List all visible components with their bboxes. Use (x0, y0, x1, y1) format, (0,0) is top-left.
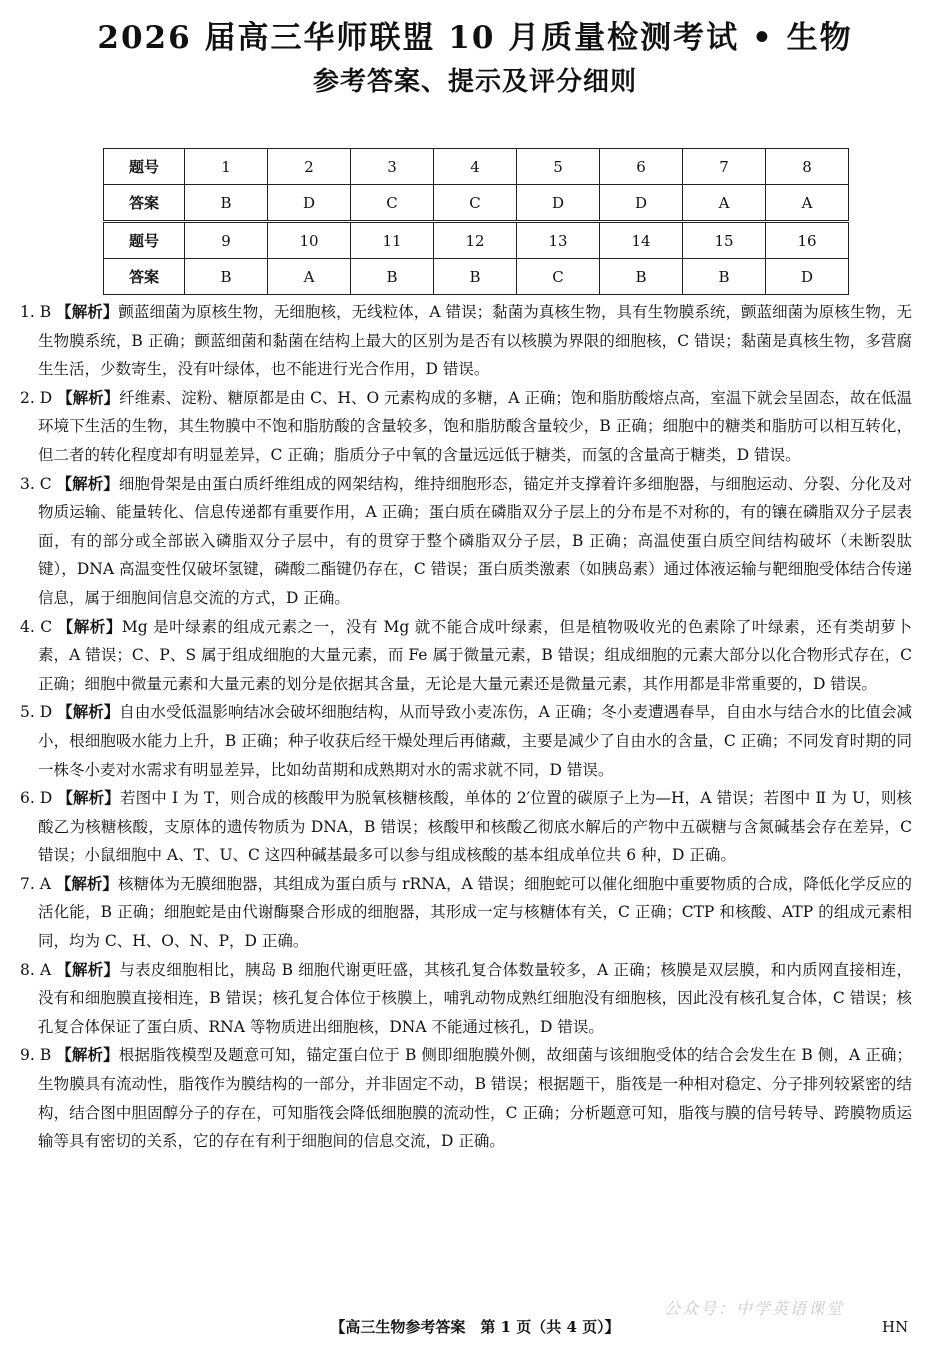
answer-cell: D (766, 259, 849, 295)
explanation-text: 核糖体为无膜细胞器，其组成为蛋白质与 rRNA，A 错误；细胞蛇可以催化细胞中重要物质的合成，降低化学反应的活化能，B 正确；细胞蛇是由代谢酶聚合形成的细胞器，其形成一定与核糖体有关，C 正确；CTP 和核酸、ATP 的组成元素相同，均为 C、H、O、N、P，D 正确。 (38, 874, 912, 951)
analysis-tag: 【解析】 (57, 617, 122, 636)
question-number-cell: 8 (766, 149, 849, 185)
question-answer-head: 3. C (20, 474, 52, 493)
question-number-cell: 2 (268, 149, 351, 185)
question-number-cell: 11 (351, 222, 434, 259)
question-number-cell: 14 (600, 222, 683, 259)
region-code: HN (882, 1318, 909, 1336)
row-label-answer: 答案 (104, 259, 185, 295)
explanation-item (20, 870, 912, 956)
answer-cell: C (351, 185, 434, 222)
question-number-row (104, 149, 849, 185)
page-title: 2026 届高三华师联盟 10 月质量检测考试 • 生物 (97, 20, 853, 56)
explanation-item (20, 784, 912, 870)
row-label-answer: 答案 (104, 185, 185, 222)
answer-cell: D (600, 185, 683, 222)
question-answer-head: 5. D (20, 703, 53, 722)
question-number-cell: 13 (517, 222, 600, 259)
analysis-tag: 【解析】 (57, 789, 120, 808)
question-number-cell: 6 (600, 149, 683, 185)
question-number-cell: 3 (351, 149, 434, 185)
question-answer-head: 4. C (20, 617, 53, 636)
explanation-item (20, 613, 912, 699)
page-footer: 【高三生物参考答案 第 1 页（共 4 页）】 (330, 1318, 620, 1336)
question-number-cell: 10 (268, 222, 351, 259)
question-number-cell: 1 (185, 149, 268, 185)
explanation-text: 根据脂筏模型及题意可知，锚定蛋白位于 B 侧即细胞膜外侧，故细菌与该细胞受体的结合会发生在 B 侧，A 正确；生物膜具有流动性，脂筏作为膜结构的一部分，并非固定不动，B 错误；根据题干，脂筏是一种相对稳定、分子排列较紧密的结构，结合图中胆固醇分子的存在，可知脂筏会降低细胞膜的流动性，C 正确；分析题意可知，脂筏与膜的信号转导、跨膜物质运输等具有密切的关系，它的存在有利于细胞间的信息交流，D 正确。 (38, 1046, 912, 1151)
explanation-text: 颤蓝细菌为原核生物，无细胞核，无线粒体，A 错误；黏菌为真核生物，具有生物膜系统，颤蓝细菌为原核生物，无生物膜系统，B 正确；颤蓝细菌和黏菌在结构上最大的区别为是否有以核膜为界限的细胞核，C 错误；黏菌是真核生物，多营腐生生活，少数寄生，没有叶绿体，也不能进行光合作用，D 错误。 (38, 303, 912, 379)
explanation-item (20, 956, 912, 1042)
analysis-tag: 【解析】 (56, 474, 119, 493)
answer-cell: A (766, 185, 849, 222)
explanation-item (20, 1041, 912, 1155)
answer-cell: B (434, 259, 517, 295)
question-answer-head: 2. D (20, 388, 53, 407)
explanations (20, 298, 912, 1156)
question-number-cell: 12 (434, 222, 517, 259)
question-number-cell: 16 (766, 222, 849, 259)
answer-cell: A (683, 185, 766, 222)
question-number-cell: 15 (683, 222, 766, 259)
question-number-cell: 5 (517, 149, 600, 185)
answer-cell: B (683, 259, 766, 295)
answer-table (103, 148, 849, 295)
explanation-text: 自由水受低温影响结冰会破坏细胞结构，从而导致小麦冻伤，A 正确；冬小麦遭遇春旱，自由水与结合水的比值会减小，根细胞吸水能力上升，B 正确；种子收获后经干燥处理后再储藏，主要是减少了自由水的含量，C 正确；不同发育时期的同一株冬小麦对水需求有明显差异，比如幼苗期和成熟期对水的需求就不同，D 错误。 (38, 703, 912, 779)
answer-cell: B (600, 259, 683, 295)
answer-cell: B (185, 259, 268, 295)
explanation-item (20, 384, 912, 470)
question-answer-head: 7. A (20, 874, 51, 893)
question-number-cell: 9 (185, 222, 268, 259)
question-number-cell: 4 (434, 149, 517, 185)
answer-cell: B (351, 259, 434, 295)
row-label-question: 题号 (104, 149, 185, 185)
explanation-text: 纤维素、淀粉、糖原都是由 C、H、O 元素构成的多糖，A 正确；饱和脂肪酸熔点高，室温下就会呈固态，故在低温环境下生活的生物，其生物膜中不饱和脂肪酸的含量较多，饱和脂肪酸含量较少，B 正确；细胞中的糖类和脂肪可以相互转化，但二者的转化程度却有明显差异，C 正确；脂质分子中氧的含量远远低于糖类，而氢的含量高于糖类，D 错误。 (38, 388, 912, 464)
question-answer-head: 9. B (20, 1046, 52, 1065)
answer-row (104, 185, 849, 222)
answer-cell: D (268, 185, 351, 222)
question-answer-head: 8. A (20, 960, 52, 979)
explanation-text: 若图中 Ⅰ 为 T，则合成的核酸甲为脱氧核糖核酸，单体的 2′位置的碳原子上为—H，A 错误；若图中 Ⅱ 为 U，则核酸乙为核糖核酸，支原体的遗传物质为 DNA，B 错误；核酸甲和核酸乙彻底水解后的产物中五碳糖与含氮碱基会存在差异，C 错误；小鼠细胞中 A、T、U、C 这四种碱基最多可以参与组成核酸的基本组成单位共 6 种，D 正确。 (38, 789, 912, 865)
explanation-text: 细胞骨架是由蛋白质纤维组成的网架结构，维持细胞形态，锚定并支撑着许多细胞器，与细胞运动、分裂、分化及对物质运输、能量转化、信息传递都有重要作用，A 正确；蛋白质在磷脂双分子层上的分布是不对称的，有的镶在磷脂双分子层表面，有的部分或全部嵌入磷脂双分子层中，有的贯穿于整个磷脂双分子层，B 正确；高温使蛋白质空间结构破坏（未断裂肽键），DNA 高温变性仅破坏氢键，磷酸二酯键仍存在，C 错误；蛋白质类激素（如胰岛素）通过体液运输与靶细胞受体结合传递信息，属于细胞间信息交流的方式，D 正确。 (38, 474, 912, 607)
row-label-question: 题号 (104, 222, 185, 259)
watermark: 公众号：中学英语课堂 (664, 1299, 845, 1318)
answer-cell: D (517, 185, 600, 222)
explanation-text: Mg 是叶绿素的组成元素之一，没有 Mg 就不能合成叶绿素，但是植物吸收光的色素除了叶绿素，还有类胡萝卜素，A 错误；C、P、S 属于组成细胞的大量元素，而 Fe 属于微量元素，B 错误；组成细胞的元素大部分以化合物形式存在，C 正确；细胞中微量元素和大量元素的划分是依据其含量，无论是大量元素还是微量元素，其作用都是非常重要的，D 错误。 (38, 617, 912, 693)
answer-cell: C (517, 259, 600, 295)
explanation-item (20, 298, 912, 384)
analysis-tag: 【解析】 (57, 388, 120, 407)
explanation-item (20, 698, 912, 784)
explanation-text: 与表皮细胞相比，胰岛 B 细胞代谢更旺盛，其核孔复合体数量较多，A 正确；核膜是双层膜，和内质网直接相连，没有和细胞膜直接相连，B 错误；核孔复合体位于核膜上，哺乳动物成熟红细胞没有细胞核，因此没有核孔复合体，C 错误；核孔复合体保证了蛋白质、RNA 等物质进出细胞核，DNA 不能通过核孔，D 错误。 (38, 960, 912, 1036)
question-number-row (104, 222, 849, 259)
explanation-item (20, 470, 912, 613)
analysis-tag: 【解析】 (56, 960, 120, 979)
analysis-tag: 【解析】 (57, 703, 120, 722)
question-number-cell: 7 (683, 149, 766, 185)
question-answer-head: 1. B (20, 303, 52, 321)
analysis-tag: 【解析】 (56, 303, 119, 321)
page-subtitle: 参考答案、提示及评分细则 (312, 67, 637, 97)
answer-cell: B (185, 185, 268, 222)
answer-cell: C (434, 185, 517, 222)
question-answer-head: 6. D (20, 789, 53, 808)
answer-cell: A (268, 259, 351, 295)
answer-row (104, 259, 849, 295)
analysis-tag: 【解析】 (55, 874, 118, 893)
analysis-tag: 【解析】 (56, 1046, 119, 1065)
